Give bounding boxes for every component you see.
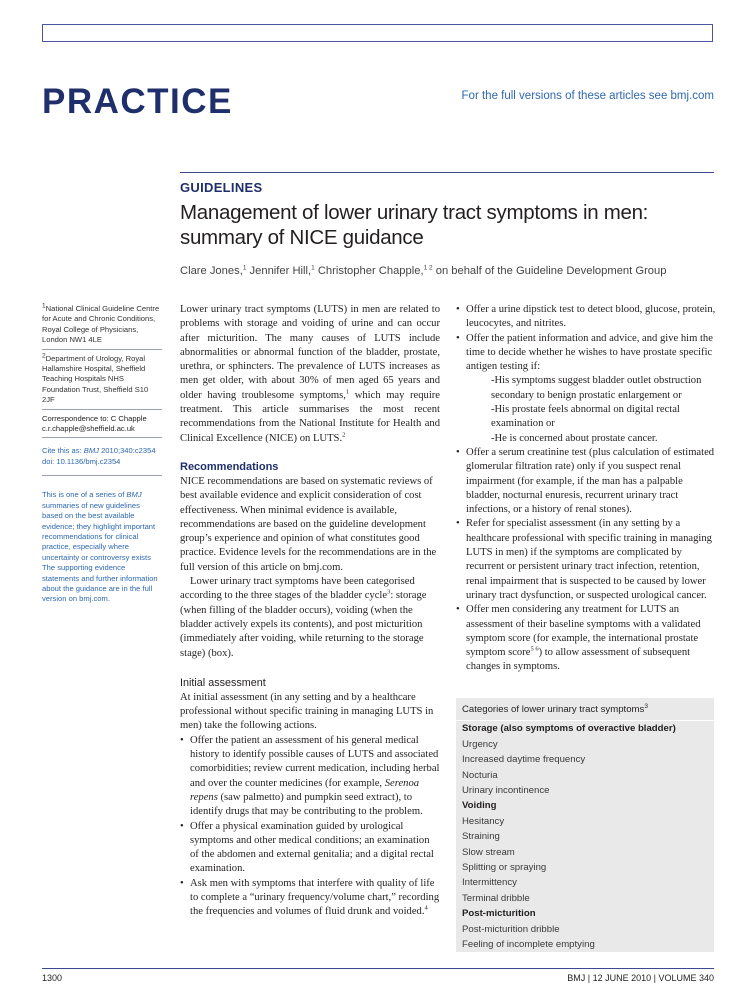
page-number: 1300 (42, 973, 63, 983)
box-item: Slow stream (462, 846, 515, 858)
recommendations-paragraph: NICE recommendations are based on systematic reviews of best available evidence and explicit consideration of cost effectiveness. When minimal evidence is available, recommendations are based on the guideline development group’s experience and opinion of what constitutes good practice. Evidence levels for the recommendations are in the full version of this article on bmj.com. (180, 475, 437, 573)
affiliation-number: 1 (42, 302, 46, 310)
list-item-text: Offer the patient information and advice, and give him the time to decide whether he wishes to have prostate specific antigen testing if: (466, 332, 713, 373)
author-group: on behalf of the Guideline Development Group (432, 265, 667, 277)
author-affiliation-ref: 1 2 (423, 264, 433, 272)
article-kicker: GUIDELINES (180, 180, 263, 195)
list-item (180, 734, 440, 820)
sidebar-divider (42, 475, 162, 476)
intro-text: which may require treatment. This article summarises the most recent recommendations from the National Institute for Health and Clinical Excellence (NICE) on LUTS. (180, 389, 441, 444)
citation (42, 446, 162, 467)
box-group-heading: Post-micturition (462, 908, 536, 920)
intro-paragraph (180, 303, 440, 446)
citation-prefix: Cite this as: (42, 446, 84, 456)
reference-marker: 3 (387, 588, 391, 596)
list-item (456, 332, 716, 446)
list-item: • Offer a serum creatinine test (plus calculation of estimated glomerular filtration rate) only if you suspect renal impairment (for example, if the man has a palpable bladder, nocturnal enuresis, recurrent urinary tract infections, or a history of renal stones). (456, 446, 716, 517)
author-affiliation-ref: 1 (311, 264, 315, 272)
sidebar-divider (42, 409, 162, 410)
body-column-right (456, 303, 716, 675)
series-note-text: summaries of new guidelines based on the best available evidence; they highlight important recommendations for clinical practice, especially where uncertainty or controversy exists The supporting evidence statements and further information about the guidance are in the full version on bmj.com. (42, 500, 158, 604)
sub-list-item: - His symptoms suggest bladder outlet obstruction secondary to benign prostatic enlargement or (491, 374, 716, 403)
sub-list-item: - His prostate feels abnormal on digital rectal examination or (491, 403, 716, 432)
affiliation-1 (42, 304, 162, 346)
article-title: Management of lower urinary tract symptoms in men: summary of NICE guidance (180, 201, 649, 249)
list-item-text: Offer men considering any treatment for LUTS an assessment of their baseline symptoms with a validated symptom score (for example, the international prostate symptom score (466, 604, 701, 659)
box-item: Splitting or spraying (462, 862, 547, 874)
reference-marker: 1 (345, 388, 350, 396)
box-item: Urinary incontinence (462, 785, 550, 797)
box-title (456, 698, 714, 721)
sidebar (42, 304, 162, 605)
doi[interactable]: doi: 10.1136/bmj.c2354 (42, 456, 121, 466)
intro-text: Lower urinary tract symptoms (LUTS) in men are related to problems with storage and voiding of urine and can occur after micturition. The many causes of LUTS include abnormalities or abnormal function of the bladder, prostate, urethra, or sphincters. The prevalence of LUTS increases as men get older, with about 30% of men aged 65 years and older having troublesome symptoms, (180, 304, 440, 401)
correspondence: Correspondence to: C Chapple (42, 413, 147, 423)
reference-marker: 4 (424, 904, 428, 912)
reference-marker: 5 6 (530, 645, 539, 653)
box-item: Post-micturition dribble (462, 923, 560, 935)
correspondence-email[interactable]: c.r.chapple@sheffield.ac.uk (42, 424, 135, 434)
top-banner-frame (42, 24, 713, 42)
box-item: Straining (462, 831, 500, 843)
list-item (180, 877, 440, 920)
box-item: Increased daytime frequency (462, 754, 586, 766)
box-item: Nocturia (462, 769, 498, 781)
assessment-list (180, 734, 440, 920)
series-note (42, 490, 162, 604)
sidebar-divider (42, 349, 162, 350)
box-title-text: Categories of lower urinary tract symptoms (462, 704, 645, 715)
list-item-text: Offer the patient an assessment of his general medical history to identify possible causes of LUTS and associated comorbidities; review current medication, including herbal and over the counter medicines (for example, (190, 734, 440, 789)
paragraph-text: Lower urinary tract symptoms have been categorised according to the three stages of the bladder cycle (180, 576, 415, 602)
author-affiliation-ref: 1 (242, 264, 247, 272)
citation-journal: BMJ (83, 446, 99, 456)
box-item: Feeling of incomplete emptying (462, 939, 595, 951)
list-item (456, 603, 716, 674)
author-name: Jennifer Hill, (246, 265, 312, 277)
recommendations-paragraph (180, 575, 440, 661)
series-note-journal: BMJ (126, 490, 142, 500)
author-line (180, 265, 666, 277)
box-item: Hesitancy (462, 815, 505, 827)
box-item: Urgency (462, 738, 498, 750)
footer-divider (42, 968, 714, 969)
section-title: PRACTICE (42, 82, 233, 121)
initial-assessment-heading: Initial assessment (180, 676, 266, 689)
affiliation-number: 2 (42, 352, 46, 360)
recommendations-heading: Recommendations (180, 460, 279, 473)
reference-marker: 3 (644, 702, 648, 710)
author-name: Christopher Chapple, (314, 265, 424, 277)
list-item: • Offer a urine dipstick test to detect blood, glucose, protein, leucocytes, and nitrites. (456, 303, 716, 332)
full-version-link[interactable]: For the full versions of these articles see bmj.com (461, 90, 714, 102)
list-item-text: ) to allow assessment of subsequent changes in symptoms. (466, 647, 691, 673)
header-divider (180, 172, 714, 173)
list-item-text: (saw palmetto) and pumpkin seed extract), to identify drugs that may be contributing to the problem. (190, 791, 423, 818)
initial-assessment-paragraph: At initial assessment (in any setting and by a healthcare professional without specific training in managing LUTS in men) take the following actions. (180, 691, 434, 732)
box-item: Intermittency (462, 877, 517, 889)
list-item: • Offer a physical examination guided by urological symptoms and other medical conditions; an examination of the abdomen and external genitalia; and a digital rectal examination. (180, 820, 440, 877)
affiliation-2 (42, 354, 162, 406)
journal-issue-line: BMJ | 12 JUNE 2010 | VOLUME 340 (567, 973, 714, 983)
author-name: Clare Jones, (180, 265, 243, 277)
sidebar-divider (42, 437, 162, 438)
list-item: • Refer for specialist assessment (in any setting by a healthcare professional with specific training in managing LUTS in men) if the symptoms are complicated by recurrent or persistent urinary tract infection, retention, renal impairment that is suspected to be caused by lower urinary tract dysfunction, or suspected urological cancer. (456, 517, 716, 603)
affiliation-text: National Clinical Guideline Centre for Acute and Chronic Conditions, Royal College of Physicians, London NW1 4LE (42, 304, 160, 345)
box-group-heading: Storage (also symptoms of overactive bladder) (462, 723, 676, 735)
paragraph-text: : storage (when filling of the bladder occurs), voiding (when the bladder actively expels its contents), and post micturition (immediately after voiding, while returning to the storage stage) (box). (180, 590, 427, 659)
body-column-left (180, 303, 440, 920)
reference-marker: 2 (342, 431, 346, 439)
citation-reference: 2010;340:c2354 (98, 446, 156, 456)
symptom-categories-box (456, 698, 714, 952)
box-group-heading: Voiding (462, 800, 497, 812)
affiliation-text: Department of Urology, Royal Hallamshire Hospital, Sheffield Teaching Hospitals NHS Foundation Trust, Sheffield S10 2JF (42, 353, 149, 405)
assessment-list-continued (456, 303, 716, 675)
list-item-text: Ask men with symptoms that interfere with quality of life to complete a “urinary frequency/volume chart,” recording the frequencies and volumes of fluid drunk and voided. (190, 877, 440, 918)
series-note-text: This is one of a series of (42, 490, 127, 500)
species-name: Serenoa repens (190, 777, 420, 803)
psa-criteria-list (466, 374, 716, 445)
box-item: Terminal dribble (462, 892, 530, 904)
sub-list-item: - He is concerned about prostate cancer. (491, 432, 716, 446)
